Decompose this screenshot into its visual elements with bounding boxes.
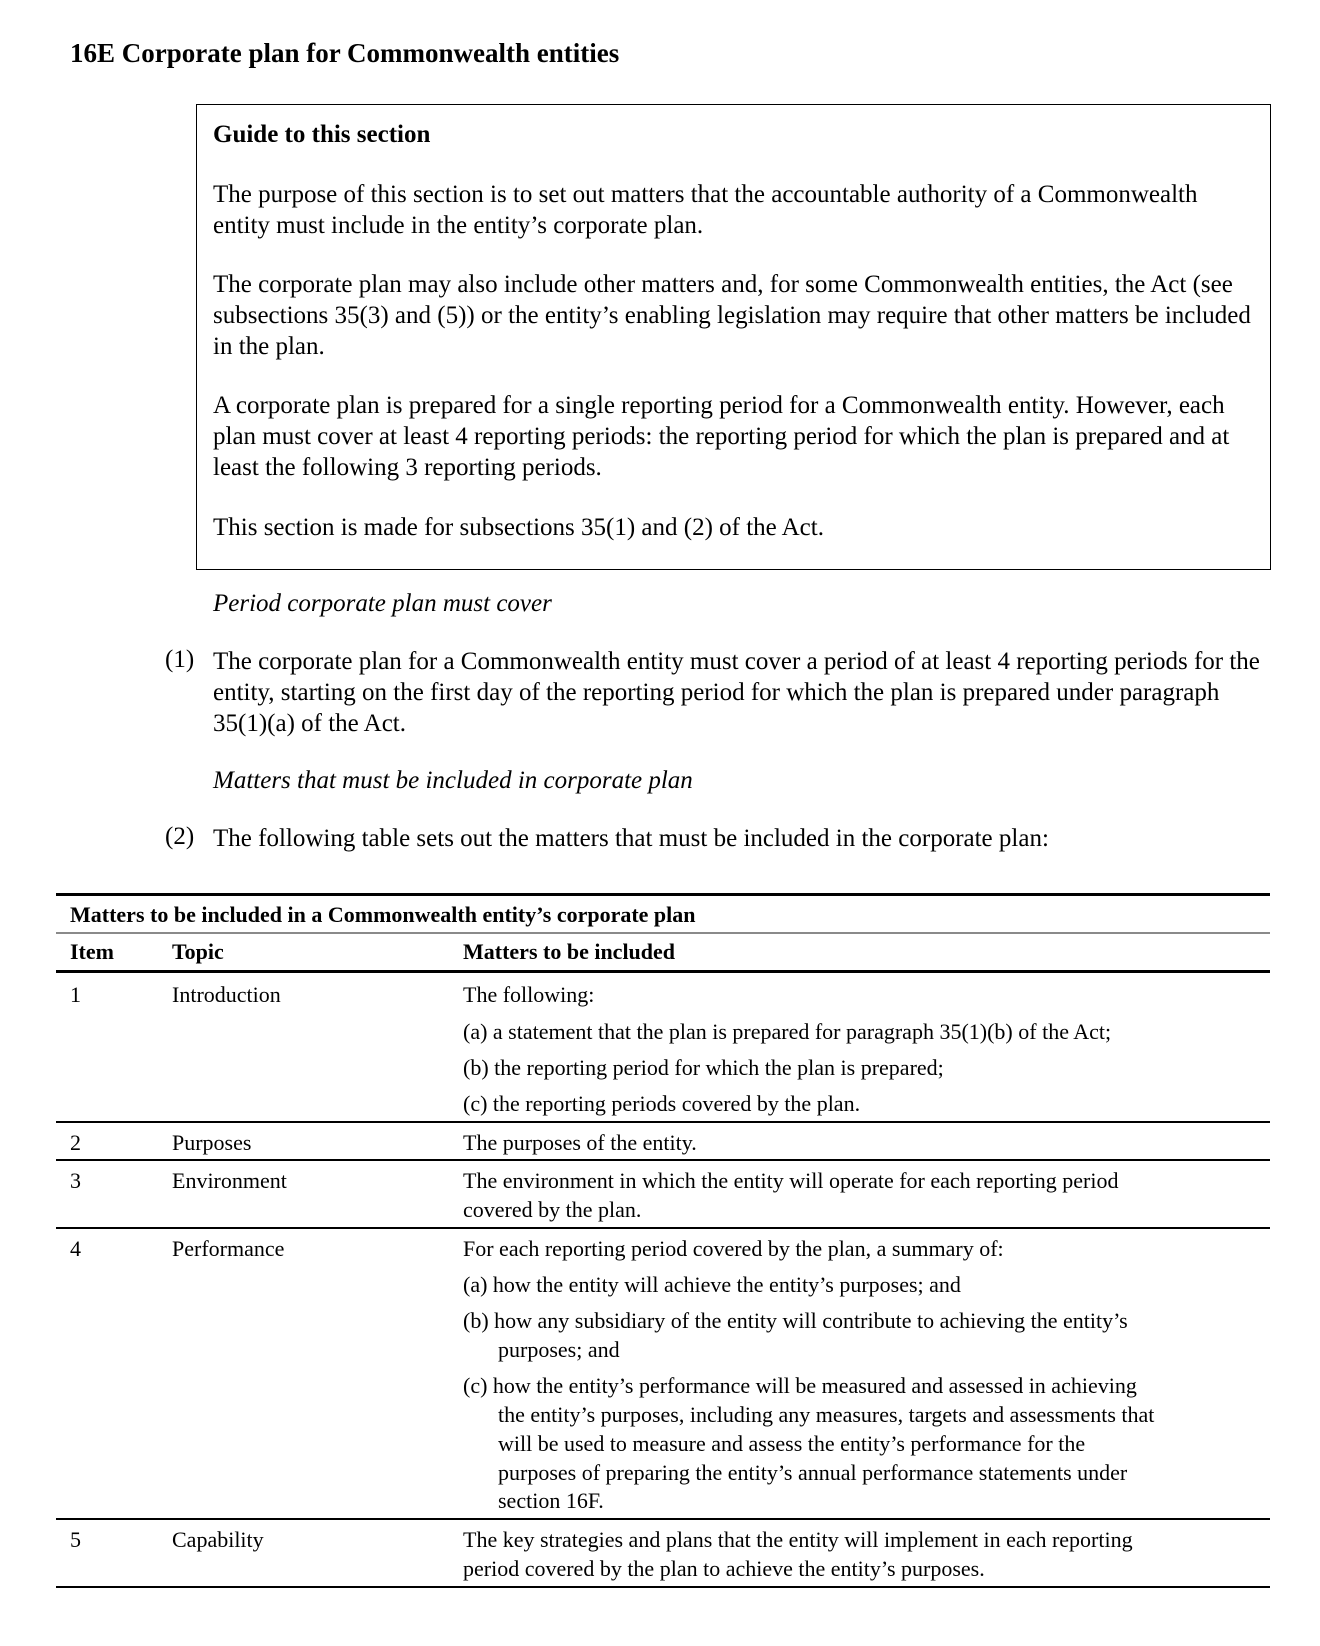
subsection-number: (2) <box>165 823 195 850</box>
row-matter-line: will be used to measure and assess the entity’s performance for the <box>498 1431 1086 1456</box>
row-topic: Introduction <box>172 982 281 1007</box>
row-matter-line: (a) how the entity will achieve the entity’s purposes; and <box>463 1272 961 1297</box>
row-matter-line: purposes; and <box>498 1337 620 1362</box>
table-header-topic: Topic <box>172 939 224 964</box>
subsection-number: (1) <box>165 646 195 673</box>
subsection-heading: Matters that must be included in corporate plan <box>213 767 693 794</box>
row-matter-line: (c) the reporting periods covered by the plan. <box>463 1091 861 1116</box>
row-item: 5 <box>70 1527 81 1552</box>
row-matter-line: The purposes of the entity. <box>463 1130 697 1155</box>
table-bottom-rule <box>56 1586 1270 1588</box>
table-caption: Matters to be included in a Commonwealth entity’s corporate plan <box>70 902 696 927</box>
row-matter-line: the entity’s purposes, including any measures, targets and assessments that <box>498 1402 1155 1427</box>
row-matter-line: section 16F. <box>498 1488 604 1513</box>
table-top-rule <box>56 893 1270 896</box>
guide-paragraph: A corporate plan is prepared for a single reporting period for a Commonwealth entity. However, each plan must cover at least 4 reporting periods: the reporting period for which the plan is prepared and at least the following 3 reporting periods. <box>213 392 1230 481</box>
row-topic: Environment <box>172 1168 287 1193</box>
row-matter-line: The key strategies and plans that the entity will implement in each reporting <box>463 1527 1133 1552</box>
subsection-heading: Period corporate plan must cover <box>213 590 552 617</box>
guide-box <box>196 104 1271 570</box>
row-matter-line: covered by the plan. <box>463 1197 642 1222</box>
row-topic: Capability <box>172 1527 264 1552</box>
row-topic: Purposes <box>172 1130 252 1155</box>
table-header-matters: Matters to be included <box>463 939 676 964</box>
row-rule <box>56 1121 1270 1123</box>
row-item: 4 <box>70 1236 81 1261</box>
row-item: 2 <box>70 1130 81 1155</box>
guide-paragraph: The corporate plan may also include other matters and, for some Commonwealth entities, the Act (see subsections 35(3) and (5)) or the entity’s enabling legislation may require that other matters be included in the plan. <box>213 271 1251 360</box>
row-rule <box>56 1159 1270 1161</box>
row-matter-line: (c) how the entity’s performance will be measured and assessed in achieving <box>463 1373 1137 1398</box>
row-matter-line: For each reporting period covered by the plan, a summary of: <box>463 1236 1004 1261</box>
row-item: 3 <box>70 1168 81 1193</box>
row-item: 1 <box>70 982 81 1007</box>
row-matter-line: (b) how any subsidiary of the entity will contribute to achieving the entity’s <box>463 1308 1128 1333</box>
guide-paragraph: The purpose of this section is to set out matters that the accountable authority of a Commonwealth entity must include in the entity’s corporate plan. <box>213 181 1198 239</box>
table-caption-rule <box>56 932 1270 934</box>
subsection-text: The following table sets out the matters that must be included in the corporate plan: <box>213 825 1049 852</box>
row-rule <box>56 1227 1270 1229</box>
subsection-text: The corporate plan for a Commonwealth entity must cover a period of at least 4 reporting periods for the entity, starting on the first day of the reporting period for which the plan is prepared under paragraph 35(1)(a) of the Act. <box>213 648 1260 737</box>
section-heading: 16E Corporate plan for Commonwealth entities <box>70 38 620 68</box>
guide-paragraph: This section is made for subsections 35(1) and (2) of the Act. <box>213 514 824 541</box>
row-matter-line: The environment in which the entity will operate for each reporting period <box>463 1168 1119 1193</box>
row-matter-line: (b) the reporting period for which the plan is prepared; <box>463 1055 944 1080</box>
table-header-item: Item <box>70 939 114 964</box>
guide-title: Guide to this section <box>213 121 431 148</box>
row-matter-line: period covered by the plan to achieve the entity’s purposes. <box>463 1556 985 1581</box>
row-rule <box>56 1518 1270 1520</box>
row-matter-line: The following: <box>463 982 595 1007</box>
row-matter-line: purposes of preparing the entity’s annual performance statements under <box>498 1460 1128 1485</box>
row-matter-line: (a) a statement that the plan is prepared for paragraph 35(1)(b) of the Act; <box>463 1019 1112 1044</box>
row-topic: Performance <box>172 1236 285 1261</box>
table-header-rule <box>56 970 1270 973</box>
